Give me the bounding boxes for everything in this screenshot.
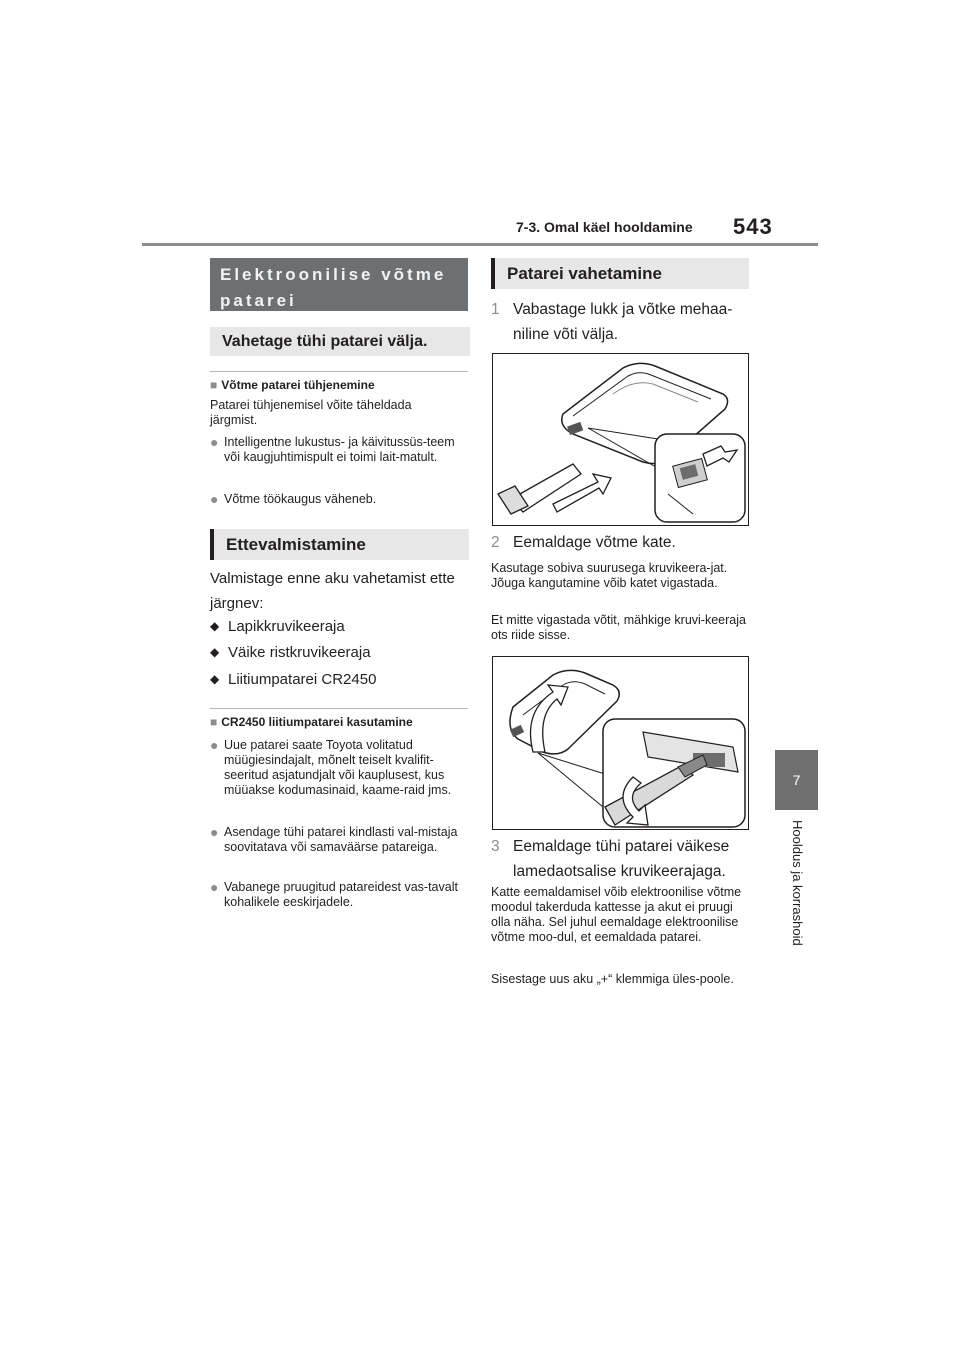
step-2 xyxy=(491,530,749,555)
prep-text: Valmistage enne aku vahetamist ette järgnev: xyxy=(210,570,455,612)
list-item-text: Liitiumpatarei CR2450 xyxy=(228,671,377,688)
step-number: 1 xyxy=(491,301,500,318)
bullet-icon: ● xyxy=(210,737,219,753)
sub-heading-text: CR2450 liitiumpatarei kasutamine xyxy=(221,715,413,729)
chapter-tab: 7 xyxy=(775,750,818,810)
list-item-text: Intelligentne lukustus- ja käivitussüs-teem või kaugjuhtimispult ei toimi lait-matult. xyxy=(224,435,455,464)
key-illustration-1 xyxy=(493,354,749,526)
list-item-text: Asendage tühi patarei kindlasti val-mistaja soovitatava või samaväärse patareiga. xyxy=(224,825,458,854)
step-2-note: Kasutage sobiva suurusega kruvikeera-jat. Jõuga kangutamine võib katet vigastada. xyxy=(491,561,728,590)
step-3-note: Sisestage uus aku „+“ klemmiga üles-poole. xyxy=(491,972,734,986)
battery-replacement-heading-text: Patarei vahetamine xyxy=(507,263,662,283)
list-item xyxy=(210,492,466,507)
step-number: 3 xyxy=(491,838,500,855)
square-icon: ■ xyxy=(210,378,218,392)
key-illustration-2 xyxy=(493,657,749,830)
step-number: 2 xyxy=(491,534,500,551)
bullet-icon: ● xyxy=(210,824,219,840)
list-item xyxy=(210,614,345,639)
prep-heading xyxy=(210,529,469,560)
list-item xyxy=(210,825,468,855)
list-item xyxy=(210,667,376,692)
diamond-icon: ◆ xyxy=(210,645,220,659)
list-item xyxy=(210,640,371,665)
step-3 xyxy=(491,834,749,884)
figure-remove-cover xyxy=(492,656,749,830)
figure-key-release xyxy=(492,353,749,526)
list-item-text: Võtme töökaugus väheneb. xyxy=(224,492,377,506)
list-item-text: Uue patarei saate Toyota volitatud müügiesindajalt, mõnelt teiselt kvalifit-seeritud asjatundjalt või kauplusest, kus müüakse kodumasinaid, kaame-raid jms. xyxy=(224,738,452,797)
step-3-note: Katte eemaldamisel võib elektroonilise võtme moodul takerduda kattesse ja akut ei pruugi olla näha. Sel juhul eemaldage elektroonilise võtme moo-dul, et eemaldada patarei. xyxy=(491,885,742,944)
list-item-text: Lapikkruvikeeraja xyxy=(228,618,345,635)
bullet-icon: ● xyxy=(210,491,219,507)
paragraph: Patarei tühjenemisel võite täheldada järgmist. xyxy=(210,398,412,427)
bullet-icon: ● xyxy=(210,879,219,895)
sub-heading-cr2450 xyxy=(210,715,413,729)
intro-box xyxy=(210,327,470,356)
step-text: Eemaldage tühi patarei väikese lamedaotsalise kruvikeerajaga. xyxy=(513,838,730,880)
battery-replacement-heading xyxy=(491,258,749,289)
list-item xyxy=(210,435,466,465)
page-number: 543 xyxy=(733,214,773,239)
divider xyxy=(210,371,468,372)
prep-heading-text: Ettevalmistamine xyxy=(226,534,366,554)
bullet-icon: ● xyxy=(210,434,219,450)
step-1 xyxy=(491,297,749,347)
main-heading xyxy=(210,258,468,311)
square-icon: ■ xyxy=(210,715,218,729)
divider xyxy=(210,708,468,709)
list-item xyxy=(210,738,468,798)
diamond-icon: ◆ xyxy=(210,672,220,686)
sub-heading-battery-drain xyxy=(210,378,375,392)
main-heading-text: Elektroonilise võtme patarei xyxy=(220,265,447,310)
section-title: 7-3. Omal käel hooldamine xyxy=(516,219,693,235)
step-text: Eemaldage võtme kate. xyxy=(513,534,676,551)
list-item xyxy=(210,880,468,910)
list-item-text: Väike ristkruvikeeraja xyxy=(228,644,371,661)
header-rule xyxy=(142,243,818,246)
step-text: Vabastage lukk ja võtke mehaa-niline võti välja. xyxy=(513,301,733,343)
intro-box-text: Vahetage tühi patarei välja. xyxy=(222,332,428,350)
step-2-note: Et mitte vigastada võtit, mähkige kruvi-keeraja ots riide sisse. xyxy=(491,613,746,642)
chapter-title: Hooldus ja korrashoid xyxy=(790,820,805,946)
list-item-text: Vabanege pruugitud patareidest vas-tavalt kohalikele eeskirjadele. xyxy=(224,880,458,909)
sub-heading-text: Võtme patarei tühjenemine xyxy=(221,378,375,392)
diamond-icon: ◆ xyxy=(210,619,220,633)
